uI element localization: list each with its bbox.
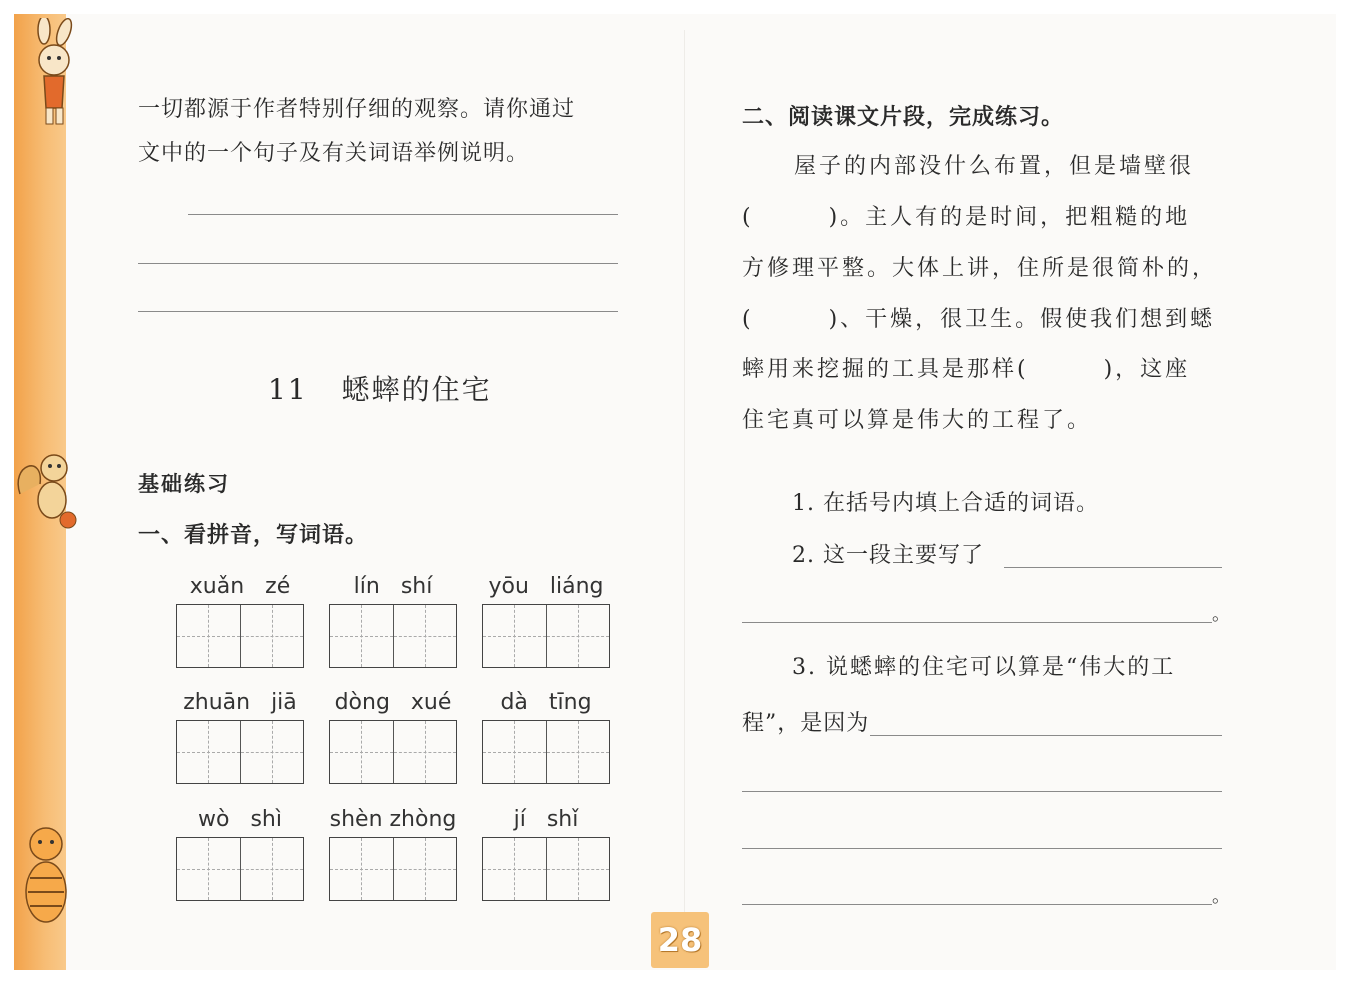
- writing-cell[interactable]: [483, 838, 546, 900]
- writing-cell[interactable]: [483, 605, 546, 667]
- intro-line-2: 文中的一个句子及有关词语举例说明。: [138, 141, 530, 166]
- section-heading: 基础练习: [138, 472, 230, 496]
- question-1: 1. 在括号内填上合适的词语。: [792, 491, 1099, 516]
- writing-cell[interactable]: [240, 838, 304, 900]
- writing-cell[interactable]: [177, 605, 240, 667]
- writing-cell[interactable]: [330, 838, 393, 900]
- writing-cell[interactable]: [546, 838, 610, 900]
- q2-answer-line-1[interactable]: [1004, 567, 1222, 568]
- passage-line: ( )、干燥，很卫生。假使我们想到蟋: [742, 307, 1216, 332]
- q3-answer-line-1[interactable]: [870, 735, 1222, 736]
- writing-grid[interactable]: [176, 720, 304, 784]
- page-divider: [684, 30, 685, 950]
- writing-grid[interactable]: [176, 837, 304, 901]
- pinyin-label: yōu liáng: [488, 574, 604, 599]
- exercise-2-heading: 二、阅读课文片段，完成练习。: [742, 105, 1065, 130]
- passage-line: 方修理平整。大体上讲，住所是很简朴的，: [742, 256, 1218, 281]
- writing-cell[interactable]: [240, 721, 304, 783]
- writing-grid[interactable]: [482, 604, 610, 668]
- tiger-cartoon-icon: [16, 818, 78, 936]
- writing-cell[interactable]: [546, 721, 610, 783]
- pinyin-label: dà tīng: [500, 690, 592, 715]
- q3-answer-line-2[interactable]: [742, 791, 1222, 792]
- pinyin-label: dòng xué: [334, 690, 452, 715]
- writing-cell[interactable]: [240, 605, 304, 667]
- question-2: 2. 这一段主要写了: [792, 543, 984, 568]
- writing-cell[interactable]: [393, 838, 457, 900]
- writing-grid[interactable]: [482, 720, 610, 784]
- exercise-1-heading: 一、看拼音，写词语。: [138, 523, 369, 548]
- writing-grid[interactable]: [329, 720, 457, 784]
- q3-answer-line-4[interactable]: [742, 904, 1212, 905]
- q3-period: 。: [1212, 886, 1231, 907]
- question-3-line-2: 程”，是因为: [742, 711, 870, 736]
- answer-line-3[interactable]: [138, 311, 618, 312]
- writing-cell[interactable]: [393, 605, 457, 667]
- lesson-number: 11: [268, 373, 308, 406]
- lesson-title: [268, 368, 492, 408]
- answer-line-1[interactable]: [188, 214, 618, 215]
- pinyin-label: wò shì: [198, 807, 282, 832]
- writing-grid[interactable]: [176, 604, 304, 668]
- writing-grid[interactable]: [329, 837, 457, 901]
- page-number-badge: 28: [651, 912, 709, 968]
- pinyin-label: xuǎn zé: [189, 574, 291, 599]
- q2-answer-line-2[interactable]: [742, 622, 1212, 623]
- pinyin-label: lín shí: [353, 574, 433, 599]
- question-3-line-1: 3. 说蟋蟀的住宅可以算是“伟大的工: [792, 655, 1176, 680]
- writing-cell[interactable]: [393, 721, 457, 783]
- lesson-name: 蟋蟀的住宅: [341, 373, 492, 406]
- writing-cell[interactable]: [177, 838, 240, 900]
- writing-cell[interactable]: [330, 721, 393, 783]
- passage-line: ( )。主人有的是时间，把粗糙的地: [742, 205, 1191, 230]
- writing-grid[interactable]: [482, 837, 610, 901]
- rabbit-cartoon-icon: [14, 18, 86, 130]
- intro-line-1: 一切都源于作者特别仔细的观察。请你通过: [138, 97, 576, 122]
- intro-question: [138, 88, 628, 176]
- answer-line-2[interactable]: [138, 263, 618, 264]
- writing-cell[interactable]: [483, 721, 546, 783]
- pinyin-label: zhuān jiā: [183, 690, 297, 715]
- passage-line: 蟀用来挖掘的工具是那样( )，这座: [742, 357, 1191, 382]
- pinyin-label: jí shǐ: [513, 807, 579, 832]
- writing-cell[interactable]: [546, 605, 610, 667]
- writing-grid[interactable]: [329, 604, 457, 668]
- writing-cell[interactable]: [330, 605, 393, 667]
- passage-line: 住宅真可以算是伟大的工程了。: [742, 408, 1093, 433]
- passage-line: 屋子的内部没什么布置，但是墙壁很: [794, 154, 1195, 179]
- writing-cell[interactable]: [177, 721, 240, 783]
- q2-period: 。: [1212, 604, 1231, 625]
- pinyin-label: shèn zhòng: [329, 807, 457, 832]
- q3-answer-line-3[interactable]: [742, 848, 1222, 849]
- squirrel-cartoon-icon: [14, 444, 80, 534]
